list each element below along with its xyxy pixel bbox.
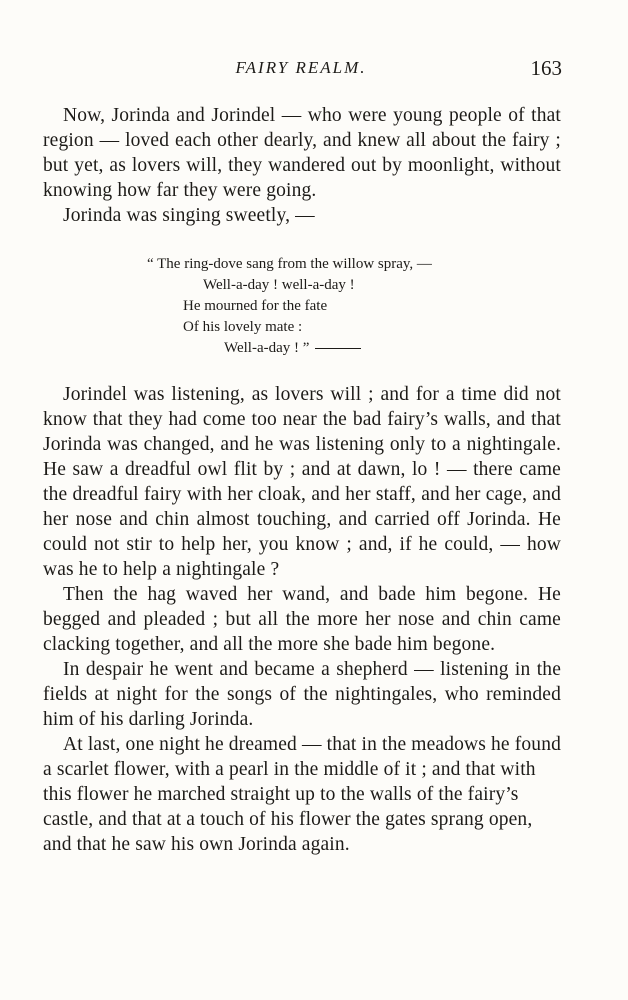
page-number: 163	[530, 56, 562, 80]
verse-line: Of his lovely mate :	[183, 319, 303, 335]
paragraph: In despair he went and became a shepherd — listening in the fields at night for the songs of the nightingales, who reminded him of his darling Jorinda.	[43, 659, 561, 730]
verse-line-text: Well-a-day ! ”	[224, 340, 310, 356]
running-head: FAIRY REALM.	[235, 58, 367, 77]
paragraph: Then the hag waved her wand, and bade him begone. He begged and pleaded ; but all the more her nose and chin came clacking together, and all the more she bade him begone.	[43, 584, 561, 655]
verse-line: “ The ring-dove sang from the willow spray, —	[147, 256, 432, 272]
paragraph: Jorinda was singing sweetly, —	[63, 205, 315, 226]
page-header	[40, 54, 562, 84]
verse-line: He mourned for the fate	[183, 298, 328, 314]
paragraph: Jorindel was listening, as lovers will ; and for a time did not know that they had come too near the bad fairy’s walls, and that Jorinda was changed, and he was listening only to a nightingale. He saw a dreadful owl flit by ; and at dawn, lo ! — there came the dreadful fairy with her cloak, and her staff, and her cage, and her nose and chin almost touching, and carried off Jorinda. He could not stir to help her, you know ; and, if he could, — how was he to help a nightingale ?	[43, 384, 561, 580]
paragraph: Now, Jorinda and Jorindel — who were young people of that region — loved each other dearly, and knew all about the fairy ; but yet, as lovers will, they wandered out by moonlight, without knowing how far they were going.	[43, 105, 561, 201]
verse-line-final	[224, 337, 361, 359]
verse-line: Well-a-day ! well-a-day !	[203, 277, 355, 293]
main-prose	[43, 382, 561, 857]
opening-prose	[43, 103, 561, 228]
paragraph: At last, one night he dreamed — that in the meadows he found a scarlet flower, with a pearl in the middle of it ; and that with this flower he marched straight up to the walls of the fairy’s castle, and that at a touch of his flower the gates sprang open, and that he saw his own Jorinda again.	[43, 734, 562, 855]
em-dash-rule	[315, 348, 361, 349]
